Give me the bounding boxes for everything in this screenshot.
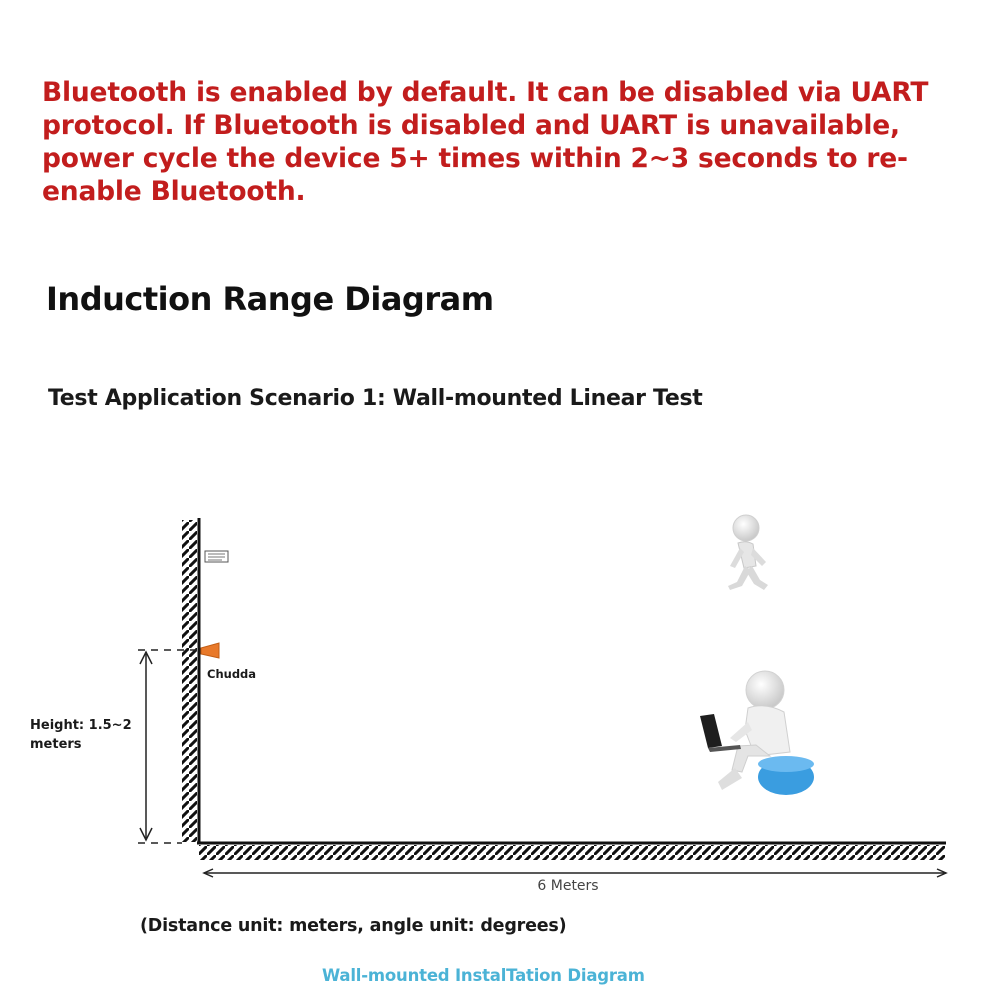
diagram-caption: Wall-mounted InstalTation Diagram	[322, 966, 645, 985]
sensor-icon	[201, 643, 219, 658]
height-label	[30, 718, 132, 733]
walking-person-icon	[728, 515, 768, 590]
seated-person-laptop-icon	[700, 671, 814, 795]
page-title: Induction Range Diagram	[46, 280, 494, 318]
distance-label: 6 Meters	[537, 878, 599, 894]
scenario-heading: Test Application Scenario 1: Wall-mounted Linear Test	[48, 386, 703, 411]
bluetooth-notice: Bluetooth is enabled by default. It can be disabled via UART protocol. If Bluetooth is disabled and UART is unavailable, power cycle the device 5+ times within 2~3 seconds to re-enable Bluetooth.	[42, 77, 929, 207]
height-label-unit	[30, 737, 82, 752]
floor	[197, 843, 946, 860]
wall-module-icon	[205, 551, 228, 562]
distance-dimension	[204, 869, 946, 877]
height-label-line1: Height: 1.5~2	[30, 718, 132, 733]
height-label-line2: meters	[30, 737, 82, 752]
wall	[182, 518, 199, 844]
unit-note: (Distance unit: meters, angle unit: degrees)	[140, 916, 567, 936]
sensor-label: Chudda	[207, 667, 257, 681]
